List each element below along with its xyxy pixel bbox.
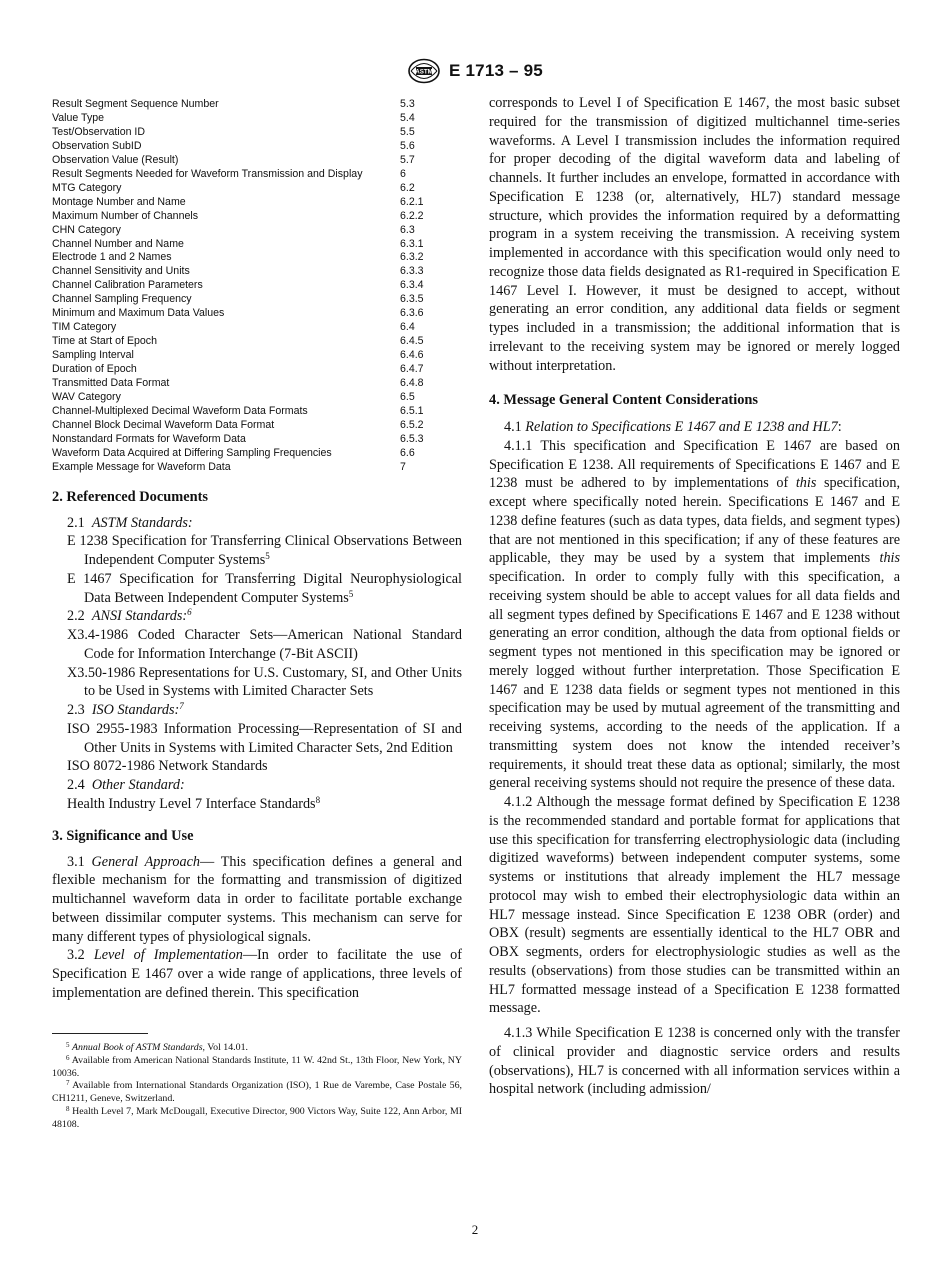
contents-title: Result Segments Needed for Waveform Transmission and Display — [52, 167, 363, 180]
reference-e1238: E 1238 Specification for Transferring Clinical Observations Between Independent Computer Systems$^5$ — [67, 533, 462, 569]
contents-title: Sampling Interval — [52, 349, 134, 362]
paragraph-3-2: 3.2 Level of Implementation—In order to facilitate the use of Specification E 1467 over a wide range of applications, three levels of implementation are defined therein. This specification — [52, 947, 462, 1001]
contents-number: 5.3 — [400, 98, 415, 110]
contents-title: Channel Block Decimal Waveform Data Format — [52, 418, 275, 431]
astm-standards-label: 2.1 ASTM Standards: — [67, 514, 193, 531]
contents-title: Nonstandard Formats for Waveform Data — [52, 432, 246, 445]
contents-row — [52, 377, 462, 391]
left-column — [52, 98, 462, 1132]
section-2-body — [52, 514, 462, 814]
contents-number: 5.4 — [400, 111, 415, 124]
iso-standards-label: 2.3 ISO Standards:$^7$ — [67, 701, 184, 719]
contents-row — [52, 307, 462, 321]
contents-row — [52, 279, 462, 293]
contents-title: Channel Sampling Frequency — [52, 293, 192, 306]
contents-number: 6.3.4 — [400, 279, 424, 292]
contents-number: 6.5.3 — [400, 432, 424, 445]
contents-row — [52, 112, 462, 126]
contents-row — [52, 363, 462, 377]
contents-number: 6.5 — [400, 391, 415, 404]
contents-list — [52, 98, 462, 475]
contents-title: MTG Category — [52, 181, 122, 194]
contents-row — [52, 126, 462, 140]
contents-row — [52, 182, 462, 196]
reference-x350: X3.50-1986 Representations for U.S. Customary, SI, and Other Units to be Used in Systems with Limited Character Sets — [67, 664, 462, 700]
contents-row — [52, 447, 462, 461]
contents-row — [52, 251, 462, 265]
paragraph-4-1: 4.1 Relation to Specifications E 1467 and E 1238 and HL7: — [504, 419, 842, 435]
contents-number: 6.4.5 — [400, 335, 424, 348]
reference-e1467: E 1467 Specification for Transferring Digital Neurophysiological Data Between Independent Computer Systems$^5$ — [67, 570, 462, 606]
logo-lettering: ASTM — [415, 68, 433, 76]
right-column — [489, 94, 900, 1099]
contents-row — [52, 238, 462, 252]
footnote: $^8$ Health Level 7, Mark McDougall, Executive Director, 900 Victors Way, Suite 122, Ann Arbor, MI 48108. — [52, 1105, 463, 1131]
astm-logo-icon — [407, 58, 441, 84]
section-2-heading: 2. Referenced Documents — [52, 488, 208, 505]
ansi-standards-label: 2.2 ANSI Standards:$^6$ — [67, 607, 192, 625]
contents-row — [52, 168, 462, 182]
contents-title: CHN Category — [52, 223, 121, 236]
footnote-rule — [52, 1033, 148, 1034]
contents-row — [52, 210, 462, 224]
contents-row — [52, 265, 462, 279]
reference-iso2955: ISO 2955-1983 Information Processing—Representation of SI and Other Units in Systems with Limited Character Sets, 2nd Edition — [67, 720, 462, 756]
contents-number: 6.6 — [400, 446, 415, 459]
designation: E 1713 – 95 — [449, 61, 543, 80]
reference-iso8072: ISO 8072-1986 Network Standards — [67, 758, 268, 775]
contents-number: 6.2.2 — [400, 209, 424, 222]
contents-number: 6.4.8 — [400, 377, 424, 390]
contents-row — [52, 461, 462, 475]
contents-row — [52, 196, 462, 210]
footnote: $^5$ Annual Book of ASTM Standards, Vol 14.01. — [66, 1040, 248, 1053]
contents-title: Observation Value (Result) — [52, 153, 179, 166]
paragraph-4-1-3: 4.1.3 While Specification E 1238 is concerned only with the transfer of clinical provider and diagnostic service orders and results (observations), HL7 is concerned with all information services within a hospital network (including admission/ — [489, 1025, 900, 1098]
contents-row — [52, 321, 462, 335]
footnote: $^7$ Available from International Standards Organization (ISO), 1 Rue de Varembe, Case Postale 56, CH1211, Geneve, Switzerland. — [52, 1079, 462, 1105]
contents-title: Test/Observation ID — [52, 125, 146, 138]
contents-number: 6.2 — [400, 181, 415, 194]
contents-title: Transmitted Data Format — [52, 377, 170, 390]
contents-row — [52, 405, 462, 419]
contents-title: Example Message for Waveform Data — [52, 460, 231, 473]
contents-title: Observation SubID — [52, 139, 142, 152]
contents-title: Montage Number and Name — [52, 195, 186, 208]
contents-title: Waveform Data Acquired at Differing Sampling Frequencies — [52, 446, 332, 459]
other-standard-label: 2.4 Other Standard: — [67, 777, 185, 794]
contents-number: 6.3.2 — [400, 251, 424, 264]
paragraph-3-2-continued: corresponds to Level I of Specification E 1467, the most basic subset required for the transmission of digitized multichannel time-series waveforms. A Level I transmission includes the information required for proper decoding of the digital waveform data and labeling of channels. It further includes an envelope, formatted in accordance with Specification E 1238 (or, alternatively, HL7) standard message structure, which provides the information required by a deformatting program in a system receiving the transmission. A receiving system implemented in accordance with this specification would only need to recognize those data fields designated as R1-required in Specification E 1467 Level I. However, it must be designed to accept, without generating an error condition, any additional data fields or segment types included in a transmission; the additional information that is irrelevant to the receiving system may be ignored or merely logged without interpretation. — [489, 95, 900, 374]
contents-number: 6.3.6 — [400, 307, 424, 320]
contents-title: Result Segment Sequence Number — [52, 98, 219, 110]
contents-row — [52, 349, 462, 363]
contents-number: 6.2.1 — [400, 195, 424, 208]
contents-number: 7 — [400, 460, 406, 473]
contents-title: Duration of Epoch — [52, 363, 137, 376]
paragraph-4-1-1: 4.1.1 This specification and Specification E 1467 are based on Specification E 1238. All requirements of Specifications E 1467 and E 1238 must be adhered to by implementations of this specification, except where specifically noted herein. Specifications E 1467 and E 1238 define features (such as data types, data fields, and segment types) that are not mentioned in this specification; if any of these features are applicable, they may be used by a system that implements this specification. In order to comply fully with this specification, a receiving system should be able to accept values for all data fields and all segment types defined by Specifications E 1467 and E 1238 without generating an error condition, although the data from optional fields or segment types not mentioned in this specification may be ignored or merely logged without further interpretation. Those Specification E 1467 and E 1238 data fields or segment types not mentioned in this specification may be used by mutual agreement of the transmitting and receiving systems, according to the needs of the application. If a transmitting system does not know the intended receiver’s requirements, it should treat these data as optional; similarly, the most general receiving systems should not require the presence of these data. — [489, 437, 900, 792]
contents-number: 6.3.3 — [400, 265, 424, 278]
contents-title: Electrode 1 and 2 Names — [52, 251, 172, 264]
contents-row — [52, 419, 462, 433]
page-header — [0, 57, 950, 85]
contents-row — [52, 140, 462, 154]
contents-row — [52, 335, 462, 349]
section-3-body — [52, 853, 462, 1003]
contents-title: WAV Category — [52, 391, 121, 404]
contents-number: 6.3 — [400, 223, 415, 236]
section-4-heading: 4. Message General Content Considerations — [489, 392, 759, 409]
contents-row — [52, 433, 462, 447]
contents-row — [52, 391, 462, 405]
contents-title: Channel Sensitivity and Units — [52, 265, 190, 278]
contents-number: 6.4 — [400, 321, 415, 334]
paragraph-3-1: 3.1 General Approach— This specification defines a general and flexible mechanism for the formatting and transmission of digitized multichannel waveform data in order to facilitate portable exchange between dissimilar computer systems. This mechanism can serve for many different types of physiological signals. — [52, 853, 462, 945]
contents-number: 5.6 — [400, 139, 415, 152]
reference-x34: X3.4-1986 Coded Character Sets—American National Standard Code for Information Interchange (7-Bit ASCII) — [67, 627, 462, 662]
contents-number: 6 — [400, 167, 406, 180]
contents-row — [52, 154, 462, 168]
footnotes — [52, 1042, 462, 1132]
footnote: $^6$ Available from American National Standards Institute, 11 W. 42nd St., 13th Floor, New York, NY 10036. — [52, 1053, 462, 1079]
paragraph-4-1-2: 4.1.2 Although the message format defined by Specification E 1238 is the recommended standard and portable format for applications that use this specification for transferring electrophysiologic data (including digitized waveforms) between independent computer systems, some systems or institutions that already implement the HL7 message protocol may wish to embed their electrophysiologic data within an HL7 message instead. Since Specification E 1238 OBR (order) and OBX (result) segments are essentially identical to the HL7 OBR and OBX segments, orders for electrophysiologic studies as well as the results (observations) from those studies can be transmitted within an HL7 formatted message instead of a Specification E 1238 formatted message. — [489, 794, 900, 1017]
contents-title: TIM Category — [52, 321, 117, 334]
contents-title: Channel Number and Name — [52, 237, 184, 250]
contents-title: Channel-Multiplexed Decimal Waveform Data Formats — [52, 404, 308, 417]
contents-row — [52, 293, 462, 307]
contents-number: 6.4.7 — [400, 363, 424, 376]
contents-title: Minimum and Maximum Data Values — [52, 307, 225, 320]
contents-title: Maximum Number of Channels — [52, 209, 199, 222]
contents-row — [52, 98, 462, 112]
contents-number: 5.7 — [400, 153, 415, 166]
contents-row — [52, 224, 462, 238]
contents-number: 5.5 — [400, 125, 415, 138]
contents-number: 6.3.1 — [400, 237, 424, 250]
contents-title: Channel Calibration Parameters — [52, 279, 203, 292]
page-number: 2 — [471, 1222, 479, 1237]
contents-number: 6.3.5 — [400, 293, 424, 306]
reference-hl7: Health Industry Level 7 Interface Standards$^8$ — [67, 794, 321, 812]
contents-number: 6.5.1 — [400, 404, 424, 417]
contents-number: 6.5.2 — [400, 418, 424, 431]
contents-number: 6.4.6 — [400, 349, 424, 362]
contents-title: Value Type — [52, 111, 105, 124]
section-3-heading: 3. Significance and Use — [52, 827, 194, 844]
contents-title: Time at Start of Epoch — [52, 335, 158, 348]
